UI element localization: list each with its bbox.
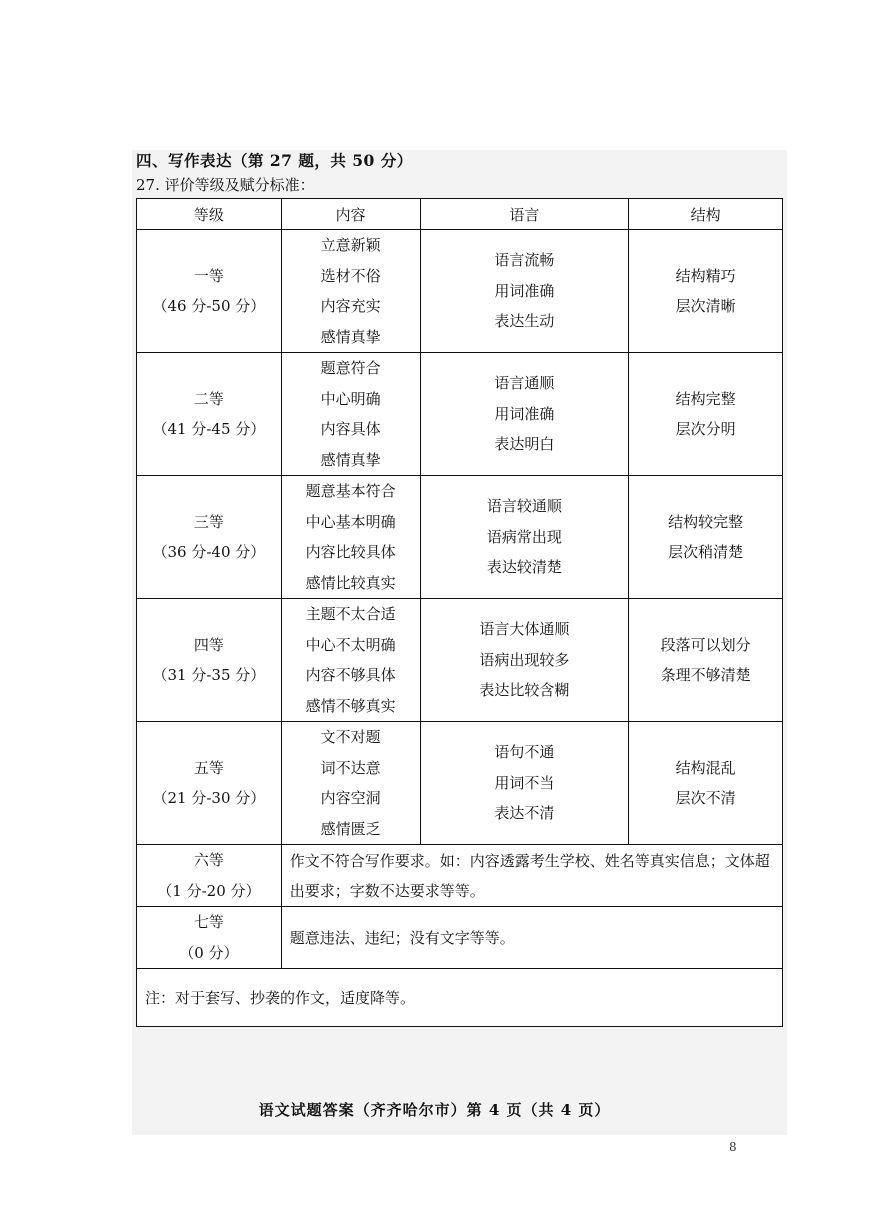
note-text: 注：对于套写、抄袭的作文，适度降等。 xyxy=(137,969,783,1027)
language-line: 语病出现较多 xyxy=(479,650,570,669)
language-line: 语言较通顺 xyxy=(486,497,562,516)
language-line: 用词准确 xyxy=(494,404,555,423)
grade-cell xyxy=(137,353,282,476)
grade-cell xyxy=(137,722,282,845)
table-row xyxy=(137,599,783,722)
table-row xyxy=(137,845,783,907)
table-row xyxy=(137,722,783,845)
criteria-text-cell: 题意违法、违纪；没有文字等等。 xyxy=(281,907,782,969)
grade-name: 二等 xyxy=(193,389,224,408)
content-line: 中心明确 xyxy=(320,389,381,408)
content-cell xyxy=(281,230,420,353)
language-line: 表达明白 xyxy=(494,435,555,454)
header-grade: 等级 xyxy=(137,199,282,230)
question-subtitle: 27. 评价等级及赋分标准： xyxy=(136,176,315,194)
content-line: 感情比较真实 xyxy=(305,573,396,592)
grade-cell xyxy=(137,230,282,353)
structure-line: 结构混乱 xyxy=(675,758,736,777)
structure-cell xyxy=(629,722,783,845)
language-line: 表达较清楚 xyxy=(486,558,562,577)
content-line: 立意新颖 xyxy=(320,236,381,254)
table-row xyxy=(137,230,783,353)
structure-line: 层次不清 xyxy=(675,789,736,807)
page-footer: 语文试题答案（齐齐哈尔市）第 4 页（共 4 页） xyxy=(258,1101,611,1119)
structure-cell xyxy=(629,476,783,599)
grade-cell xyxy=(137,907,282,969)
content-line: 感情不够真实 xyxy=(305,696,396,715)
grade-name: 四等 xyxy=(193,635,224,654)
content-line: 内容具体 xyxy=(320,420,381,438)
note-row xyxy=(137,969,783,1027)
grading-table xyxy=(136,198,783,1027)
structure-line: 结构较完整 xyxy=(668,512,744,531)
table-row xyxy=(137,907,783,969)
structure-line: 结构精巧 xyxy=(675,266,736,285)
header-language: 语言 xyxy=(420,199,629,230)
grade-range: （36 分-40 分） xyxy=(152,543,266,561)
content-line: 题意基本符合 xyxy=(305,482,396,500)
section-title: 四、写作表达（第 27 题，共 50 分） xyxy=(136,151,413,170)
table-header-row xyxy=(137,199,783,230)
structure-cell xyxy=(629,599,783,722)
grade-name: 七等 xyxy=(193,913,224,931)
structure-line: 条理不够清楚 xyxy=(660,666,751,684)
grade-range: （21 分-30 分） xyxy=(152,789,266,807)
grade-name: 三等 xyxy=(193,512,224,531)
content-line: 内容充实 xyxy=(320,297,381,315)
content-line: 文不对题 xyxy=(320,728,381,746)
language-line: 语病常出现 xyxy=(486,527,562,546)
grade-name: 五等 xyxy=(193,758,224,777)
language-line: 表达不清 xyxy=(494,804,555,823)
language-line: 用词准确 xyxy=(494,281,555,300)
content-cell xyxy=(281,476,420,599)
content-line: 中心不太明确 xyxy=(305,635,396,654)
grade-cell xyxy=(137,476,282,599)
content-cell xyxy=(281,353,420,476)
content-line: 内容空洞 xyxy=(320,789,381,807)
language-cell xyxy=(420,353,629,476)
content-line: 内容比较具体 xyxy=(305,543,396,561)
content-cell xyxy=(281,599,420,722)
grade-name: 一等 xyxy=(193,266,224,285)
language-line: 表达生动 xyxy=(494,312,555,331)
language-line: 语言通顺 xyxy=(494,374,555,393)
structure-line: 层次稍清楚 xyxy=(668,543,744,561)
language-cell xyxy=(420,599,629,722)
page-number: 8 xyxy=(729,1140,737,1154)
content-line: 选材不俗 xyxy=(320,266,381,285)
criteria-text-cell: 作文不符合写作要求。如：内容透露考生学校、姓名等真实信息；文体超出要求；字数不达要求等等。 xyxy=(281,845,782,907)
header-structure: 结构 xyxy=(629,199,783,230)
language-line: 语句不通 xyxy=(494,743,555,762)
grade-range: （46 分-50 分） xyxy=(152,297,266,315)
grade-range: （41 分-45 分） xyxy=(152,420,266,438)
content-line: 感情匮乏 xyxy=(320,819,381,838)
language-line: 表达比较含糊 xyxy=(479,681,570,700)
language-cell xyxy=(420,230,629,353)
language-cell xyxy=(420,722,629,845)
content-line: 题意符合 xyxy=(320,359,381,377)
structure-line: 结构完整 xyxy=(675,389,736,408)
content-line: 内容不够具体 xyxy=(305,666,396,684)
structure-line: 段落可以划分 xyxy=(660,635,751,654)
content-line: 词不达意 xyxy=(320,758,381,777)
grade-name: 六等 xyxy=(193,851,224,869)
grade-range: （31 分-35 分） xyxy=(152,666,266,684)
language-line: 语言大体通顺 xyxy=(479,620,570,639)
table-row xyxy=(137,476,783,599)
structure-line: 层次清晰 xyxy=(675,297,736,315)
content-line: 主题不太合适 xyxy=(305,605,396,623)
content-line: 中心基本明确 xyxy=(305,512,396,531)
content-line: 感情真挚 xyxy=(320,450,381,469)
structure-cell xyxy=(629,230,783,353)
grade-cell xyxy=(137,599,282,722)
grade-cell xyxy=(137,845,282,907)
table-row xyxy=(137,353,783,476)
language-line: 语言流畅 xyxy=(494,251,555,270)
grade-range: （0 分） xyxy=(179,943,239,962)
header-content: 内容 xyxy=(281,199,420,230)
language-line: 用词不当 xyxy=(494,773,555,792)
structure-cell xyxy=(629,353,783,476)
grade-range: （1 分-20 分） xyxy=(157,881,261,900)
content-line: 感情真挚 xyxy=(320,327,381,346)
content-cell xyxy=(281,722,420,845)
structure-line: 层次分明 xyxy=(675,420,736,438)
language-cell xyxy=(420,476,629,599)
